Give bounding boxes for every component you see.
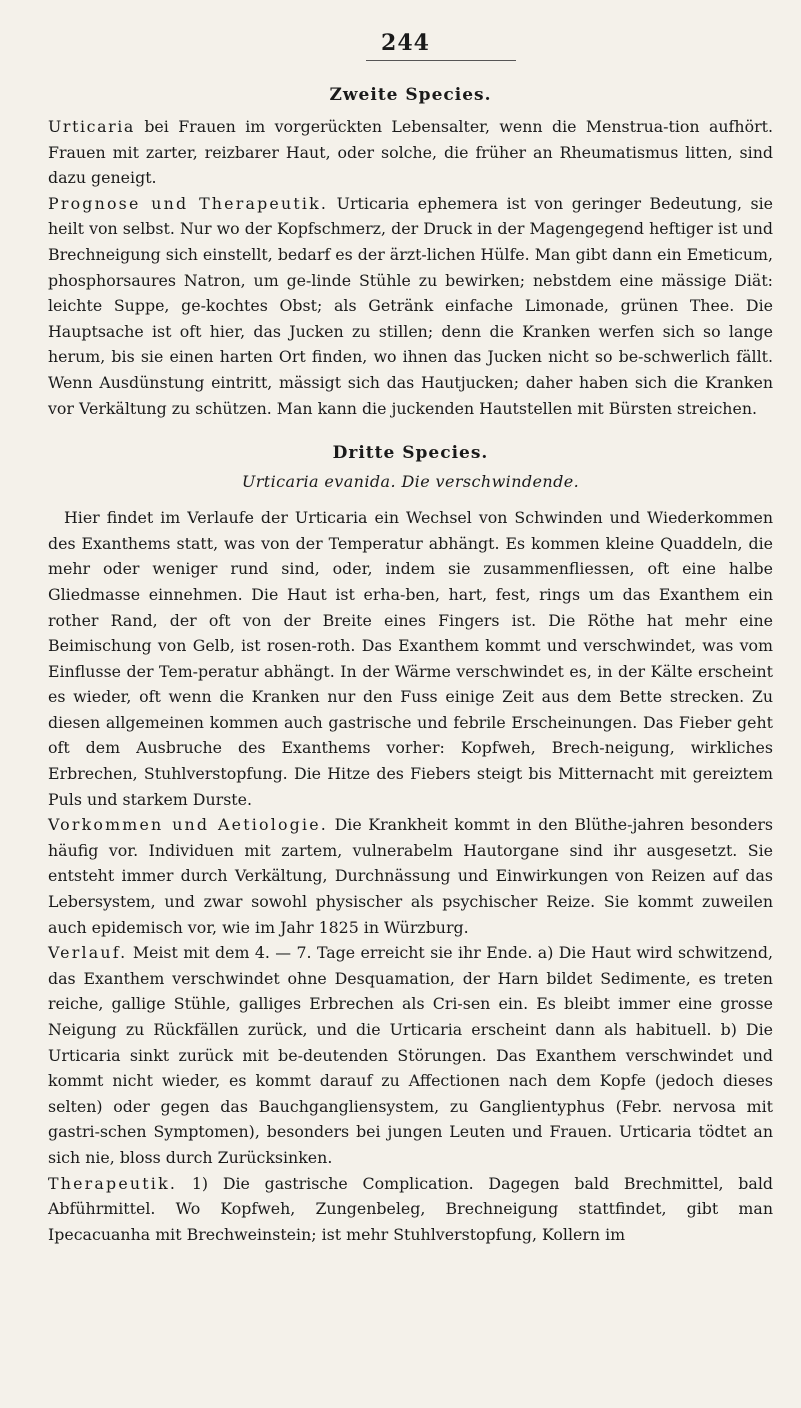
page-number: 244 [381, 30, 430, 56]
section-title-second-species: Zweite Species. [329, 85, 492, 105]
section-subtitle: Urticaria evanida. Die verschwindende. [241, 472, 580, 492]
paragraph-therapy [48, 1171, 773, 1248]
paragraph-text: Meist mit dem 4. — 7. Tage erreicht sie ihr Ende. a) Die Haut wird schwitzend, das Exanthem verschwindet ohne Desquamation, der Harn bildet Sedimente, es treten reiche, gallige Stühle, galliges Erbrechen als Cri-sen ein. Es bleibt immer eine grosse Neigung zu Rückfällen zurück, und die Urticaria erscheint dann als habituell. b) Die Urticaria sinkt zurück mit be-deutenden Störungen. Das Exanthem verschwindet und kommt nicht wieder, es kommt darauf zu Affectionen nach dem Kopfe (jedoch dieses selten) oder gegen das Bauchgangliensystem, zu Ganglientyphus (Febr. nervosa mit gastri-schen Symptomen), besonders bei jungen Leuten und Frauen. Urticaria tödtet an sich nie, bloss durch Zurücksinken. [48, 943, 773, 1167]
paragraph-lead: Therapeutik. [48, 1173, 178, 1193]
paragraph-lead: Vorkommen und Aetiologie. [48, 815, 329, 835]
paragraph-occurrence-aetiology [48, 812, 773, 940]
paragraph-text: Urticaria ephemera ist von geringer Bedeutung, sie heilt von selbst. Nur wo der Kopfschmerz, der Druck in der Magengegend heftiger ist und Brechneigung sich einstellt, bedarf es der ärzt-lichen Hülfe. Man gibt dann ein Emeticum, phosphorsaures Natron, um ge-linde Stühle zu bewirken; nebstdem eine mässige Diät: leichte Suppe, ge-kochtes Obst; als Getränk einfache Limonade, grünen Thee. Die Hauptsache ist oft hier, das Jucken zu stillen; denn die Kranken werfen sich so lange herum, bis sie einen harten Ort finden, wo ihnen das Jucken nicht so be-schwerlich fällt. Wenn Ausdünstung eintritt, mässigt sich das Hautjucken; daher haben sich die Kranken vor Verkältung zu schützen. Man kann die juckenden Hautstellen mit Bürsten streichen. [48, 193, 774, 418]
paragraph-course [48, 940, 773, 1170]
paragraph-lead: Verlauf. [48, 943, 128, 963]
section-gap [48, 421, 773, 443]
paragraph-prognosis-therapy [48, 191, 773, 421]
header-rule [366, 60, 516, 61]
paragraph-lead: Urticaria [48, 117, 135, 136]
paragraph-text: Die Krankheit kommt in den Blüthe-jahren besonders häufig vor. Individuen mit zartem, vulnerabelm Hautorgane sind ihr ausgesetzt. Sie entsteht immer durch Verkältung, Durchnässung und Einwirkungen von Reizen auf das Lebersystem, und zwar sowohl physischer als psychischer Reize. Sie kommt zuweilen auch epidemisch vor, wie im Jahr 1825 in Würzburg. [48, 815, 773, 937]
paragraph-lead: Prognose und Therapeutik. [48, 193, 329, 213]
section-title-third-species: Dritte Species. [332, 443, 489, 464]
paragraph-urticaria-intro [48, 114, 773, 191]
paragraph-text: 1) Die gastrische Complication. Dagegen bald Brechmittel, bald Abführmittel. Wo Kopfweh, Zungenbeleg, Brechneigung stattfindet, gibt man Ipecacuanha mit Brechweinstein; ist mehr Stuhlverstopfung, Kollern im [48, 1173, 773, 1244]
paragraph-description: Hier findet im Verlaufe der Urticaria ein Wechsel von Schwinden und Wiederkommen des Exanthems statt, was von der Temperatur abhängt. Es kommen kleine Quaddeln, die mehr oder weniger rund sind, oder, indem sie zusammenfliessen, oft eine halbe Gliedmasse einnehmen. Die Haut ist erha-ben, hart, fest, rings um das Exanthem ein rother Rand, der oft von der Breite eines Fingers ist. Die Röthe hat mehr eine Beimischung von Gelb, ist rosen-roth. Das Exanthem kommt und verschwindet, was vom Einflusse der Tem-peratur abhängt. In der Wärme verschwindet es, in der Kälte erscheint es wieder, oft wenn die Kranken nur den Fuss einige Zeit aus dem Bette strecken. Zu diesen allgemeinen kommen auch gastrische und febrile Erscheinungen. Das Fieber geht oft dem Ausbruche des Exanthems vorher: Kopfweh, Brech-neigung, wirkliches Erbrechen, Stuhlverstopfung. Die Hitze des Fiebers steigt bis Mitternacht mit gereiztem Puls und starkem Durste. [48, 508, 773, 809]
paragraph-text: bei Frauen im vorgerückten Lebensalter, wenn die Menstrua-tion aufhört. Frauen mit zarter, reizbarer Haut, oder solche, die früher an Rheumatismus litten, sind dazu geneigt. [48, 117, 773, 188]
